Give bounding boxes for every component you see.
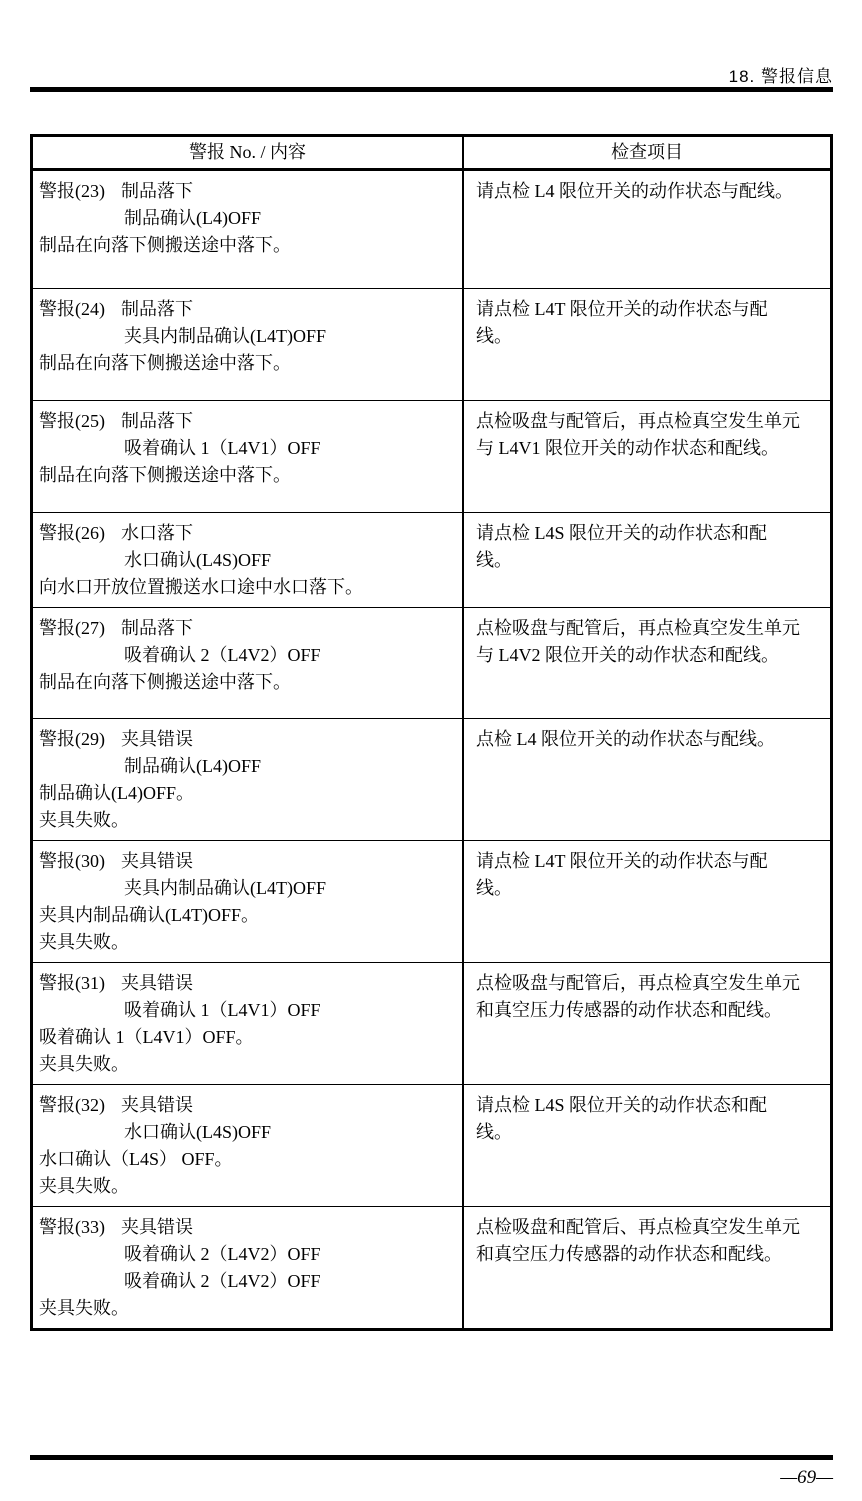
alarm-desc-line: 制品确认(L4)OFF。 — [39, 783, 195, 803]
alarm-no: 警报(32) — [39, 1095, 105, 1115]
alarm-line — [39, 408, 454, 435]
check-cell: 请点检 L4T 限位开关的动作状态与配线。 — [476, 299, 768, 346]
alarm-desc-line: 水口确认（L4S） OFF。 — [39, 1149, 233, 1169]
alarm-title: 制品落下 — [121, 411, 193, 431]
alarm-line — [39, 726, 454, 753]
alarm-no: 警报(25) — [39, 411, 105, 431]
alarm-line — [39, 1092, 454, 1119]
table-row — [33, 400, 830, 512]
alarm-no: 警报(27) — [39, 618, 105, 638]
alarm-no: 警报(31) — [39, 973, 105, 993]
alarm-signal-line: 夹具内制品确认(L4T)OFF — [124, 326, 326, 346]
alarm-cell — [33, 719, 464, 840]
check-cell: 请点检 L4S 限位开关的动作状态和配线。 — [476, 523, 768, 570]
alarm-table — [30, 134, 833, 1331]
alarm-signal-line: 制品确认(L4)OFF — [124, 756, 262, 776]
alarm-title: 夹具错误 — [121, 1217, 193, 1237]
alarm-line — [39, 178, 454, 205]
page-number: —69— — [780, 1467, 833, 1488]
table-row — [33, 607, 830, 718]
alarm-cell — [33, 1207, 464, 1328]
table-row — [33, 1206, 830, 1328]
table-row — [33, 1084, 830, 1206]
alarm-title: 水口落下 — [121, 523, 193, 543]
alarm-title: 夹具错误 — [121, 729, 193, 749]
alarm-no: 警报(23) — [39, 181, 105, 201]
alarm-line — [39, 970, 454, 997]
alarm-line — [39, 1214, 454, 1241]
alarm-cell — [33, 963, 464, 1084]
check-cell: 点检吸盘与配管后，再点检真空发生单元与 L4V2 限位开关的动作状态和配线。 — [476, 618, 800, 665]
alarm-line — [39, 848, 454, 875]
alarm-desc-line: 夹具内制品确认(L4T)OFF。 — [39, 905, 259, 925]
alarm-signal-line: 水口确认(L4S)OFF — [124, 550, 272, 570]
alarm-desc-line: 向水口开放位置搬送水口途中水口落下。 — [39, 577, 363, 597]
alarm-desc-line: 制品在向落下侧搬送途中落下。 — [39, 672, 291, 692]
alarm-cell — [33, 289, 464, 400]
alarm-desc-line: 制品在向落下侧搬送途中落下。 — [39, 235, 291, 255]
alarm-cell — [33, 841, 464, 962]
table-row — [33, 512, 830, 607]
page-header: 18. 警报信息 — [728, 67, 833, 86]
alarm-line — [39, 520, 454, 547]
check-cell: 点检吸盘和配管后、再点检真空发生单元和真空压力传感器的动作状态和配线。 — [476, 1217, 800, 1264]
column-header-check: 检查项目 — [611, 142, 683, 162]
alarm-no: 警报(30) — [39, 851, 105, 871]
alarm-title: 制品落下 — [121, 299, 193, 319]
alarm-signal-line: 吸着确认 1（L4V1）OFF — [124, 1000, 321, 1020]
header-rule — [30, 87, 833, 92]
check-cell: 请点检 L4S 限位开关的动作状态和配线。 — [476, 1095, 768, 1142]
table-row — [33, 288, 830, 400]
check-cell: 请点检 L4T 限位开关的动作状态与配线。 — [476, 851, 768, 898]
alarm-desc-line: 夹具失败。 — [39, 1298, 129, 1318]
alarm-signal-line: 吸着确认 1（L4V1）OFF — [124, 438, 321, 458]
alarm-no: 警报(29) — [39, 729, 105, 749]
alarm-desc-line: 夹具失败。 — [39, 932, 129, 952]
alarm-signal-line: 制品确认(L4)OFF — [124, 208, 262, 228]
alarm-signal-line: 水口确认(L4S)OFF — [124, 1122, 272, 1142]
alarm-signal-line: 夹具内制品确认(L4T)OFF — [124, 878, 326, 898]
alarm-no: 警报(26) — [39, 523, 105, 543]
check-cell: 点检吸盘与配管后，再点检真空发生单元和真空压力传感器的动作状态和配线。 — [476, 973, 800, 1020]
table-row — [33, 718, 830, 840]
check-cell: 请点检 L4 限位开关的动作状态与配线。 — [476, 181, 793, 201]
alarm-desc-line: 吸着确认 1（L4V1）OFF。 — [39, 1027, 254, 1047]
alarm-cell — [33, 1085, 464, 1206]
alarm-desc-line: 夹具失败。 — [39, 1176, 129, 1196]
alarm-desc-line: 制品在向落下侧搬送途中落下。 — [39, 353, 291, 373]
alarm-no: 警报(24) — [39, 299, 105, 319]
alarm-title: 制品落下 — [121, 181, 193, 201]
footer-rule — [30, 1455, 833, 1460]
table-row — [33, 171, 830, 288]
alarm-title: 夹具错误 — [121, 851, 193, 871]
alarm-signal-line: 吸着确认 2（L4V2）OFF — [124, 1271, 321, 1291]
table-header-row — [33, 137, 830, 171]
alarm-desc-line: 制品在向落下侧搬送途中落下。 — [39, 465, 291, 485]
alarm-cell — [33, 513, 464, 607]
check-cell: 点检 L4 限位开关的动作状态与配线。 — [476, 729, 775, 749]
alarm-cell — [33, 608, 464, 718]
alarm-no: 警报(33) — [39, 1217, 105, 1237]
alarm-title: 制品落下 — [121, 618, 193, 638]
alarm-signal-line: 吸着确认 2（L4V2）OFF — [124, 645, 321, 665]
alarm-signal-line: 吸着确认 2（L4V2）OFF — [124, 1244, 321, 1264]
alarm-desc-line: 夹具失败。 — [39, 810, 129, 830]
alarm-line — [39, 296, 454, 323]
alarm-desc-line: 夹具失败。 — [39, 1054, 129, 1074]
column-header-alarm: 警报 No. / 内容 — [33, 137, 464, 168]
alarm-title: 夹具错误 — [121, 1095, 193, 1115]
table-row — [33, 840, 830, 962]
table-row — [33, 962, 830, 1084]
alarm-title: 夹具错误 — [121, 973, 193, 993]
alarm-line — [39, 615, 454, 642]
alarm-cell — [33, 171, 464, 288]
alarm-cell — [33, 401, 464, 512]
check-cell: 点检吸盘与配管后，再点检真空发生单元与 L4V1 限位开关的动作状态和配线。 — [476, 411, 800, 458]
